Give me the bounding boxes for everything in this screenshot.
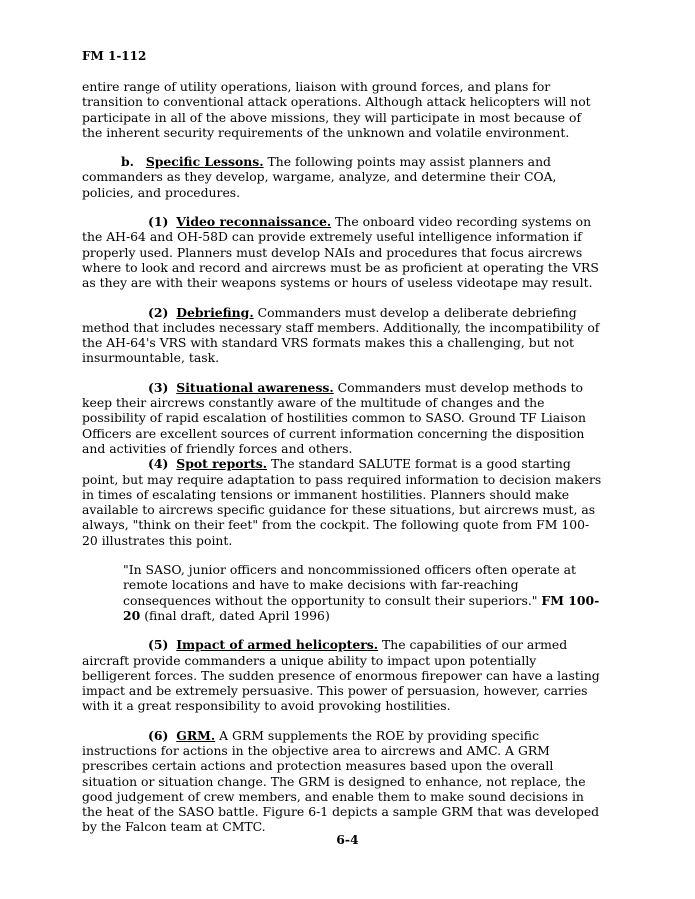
paragraph-number: (4) bbox=[148, 456, 169, 472]
paragraph-marker: b. bbox=[121, 154, 134, 170]
paragraph-number: (5) bbox=[148, 637, 169, 653]
paragraph-number: (2) bbox=[148, 304, 169, 320]
quote-source: FM 100-20 bbox=[123, 592, 600, 623]
paragraph-number: (6) bbox=[148, 727, 169, 743]
paragraph-heading: Video reconnaissance. bbox=[176, 214, 332, 230]
paragraph-text: A GRM supplements the ROE by providing specific instructions for actions in the objective area to aircrews and AMC. A GRM prescribes certain actions and protection measures based upon the overall situation or situation change. The GRM is designed to enhance, not replace, the good judgement of crew members, and enable them to make sound decisions in the heat of the SASO battle. Figure 6-1 depicts a sample GRM that was developed by the Falcon team at CMTC. bbox=[82, 727, 600, 835]
paragraph-number: (1) bbox=[148, 214, 169, 230]
quote-block bbox=[123, 562, 604, 623]
paragraph-text: Commanders must develop a deliberate debriefing method that includes necessary staff members. Additionally, the incompatibility of the AH-64's VRS with standard VRS formats makes this a challenging, but not insurmountable, task. bbox=[82, 304, 600, 366]
paragraph-1 bbox=[82, 214, 604, 290]
paragraph-text: The capabilities of our armed aircraft provide commanders a unique ability to impact upon potentially belligerent forces. The sudden presence of enormous firepower can have a lasting impact and be extremely persuasive. This power of persuasion, however, carries with it a great responsibility to avoid provoking hostilities. bbox=[82, 637, 600, 714]
paragraph-4 bbox=[82, 456, 604, 548]
paragraph-heading: Situational awareness. bbox=[176, 379, 334, 395]
paragraph-number: (3) bbox=[148, 379, 169, 395]
paragraph-6 bbox=[82, 728, 604, 835]
paragraph-heading: Spot reports. bbox=[176, 456, 268, 472]
paragraph-2 bbox=[82, 305, 604, 366]
paragraph-heading: Impact of armed helicopters. bbox=[176, 637, 379, 653]
paragraph-5 bbox=[82, 637, 604, 713]
paragraph-heading: Debriefing. bbox=[176, 304, 254, 320]
intro-paragraph: entire range of utility operations, liaison with ground forces, and plans for transition to conventional attack operations. Although attack helicopters will not participate in all of the above missions, they will participate in most because of the inherent security requirements of the unknown and volatile environment. bbox=[82, 79, 591, 140]
quote-text: "In SASO, junior officers and noncommissioned officers often operate at remote locations and have to make decisions with far-reaching consequences without the opportunity to consult their superiors." bbox=[123, 562, 577, 608]
paragraph-text: Commanders must develop methods to keep their aircrews constantly aware of the multitude of changes and the possibility of rapid escalation of hostilities common to SASO. Ground TF Liaison Officers are excellent sources of current information concerning the disposition and activities of friendly forces and others. bbox=[82, 379, 586, 456]
paragraph-b bbox=[82, 154, 604, 200]
paragraph-text: The standard SALUTE format is a good starting point, but may require adaptation to pass required information to decision makers in times of escalating tensions or immanent hostilities. Planners should make available to aircrews specific guidance for these situations, but aircrews must, as always, "think on their feet" from the cockpit. The following quote from FM 100-20 illustrates this point. bbox=[82, 456, 602, 548]
paragraph-text: The onboard video recording systems on the AH-64 and OH-58D can provide extremely useful intelligence information if properly used. Planners must develop NAIs and procedures that focus aircrews where to look and record and aircrews must be as proficient at operating the VRS as they are with their weapons systems or hours of useless videotape may result. bbox=[82, 214, 599, 291]
paragraph-3 bbox=[82, 380, 604, 456]
paragraph-text: The following points may assist planners and commanders as they develop, wargame, analyze, and determine their COA, policies, and procedures. bbox=[82, 154, 557, 200]
paragraph-heading: Specific Lessons. bbox=[145, 154, 264, 170]
quote-source-note: (final draft, dated April 1996) bbox=[140, 607, 330, 623]
page-header: FM 1-112 bbox=[82, 49, 147, 63]
page-number: 6-4 bbox=[336, 832, 359, 847]
paragraph-heading: GRM. bbox=[176, 727, 216, 743]
body-text bbox=[82, 79, 604, 849]
